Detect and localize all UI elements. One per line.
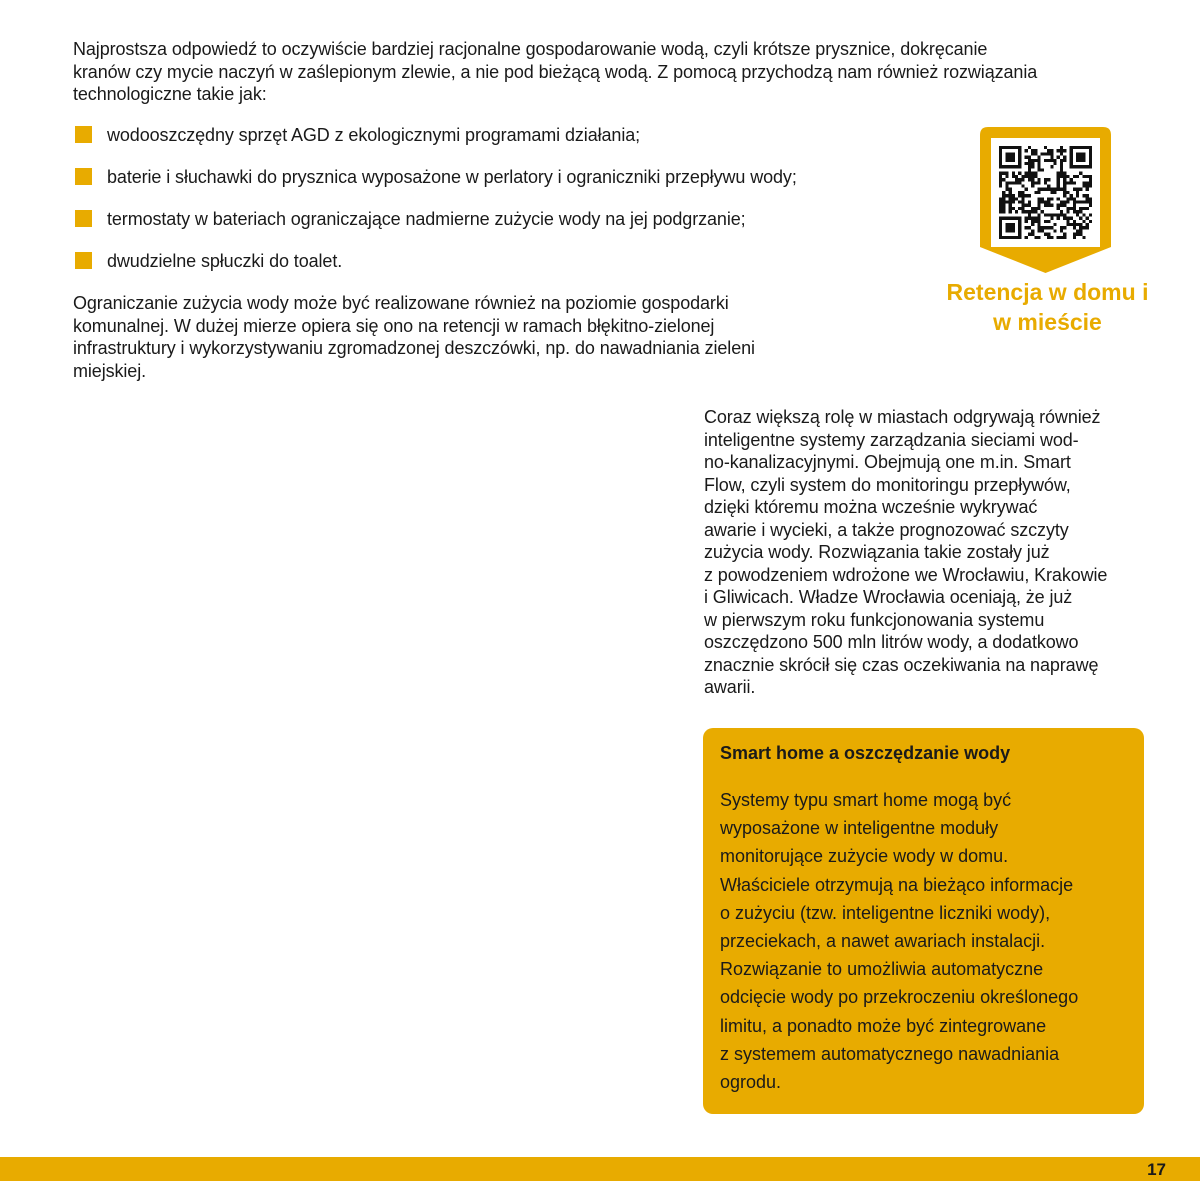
infobox-title: Smart home a oszczędzanie wody xyxy=(720,743,1011,763)
text-line: wyposażone w inteligentne moduły xyxy=(720,818,999,839)
text-line: w mieście xyxy=(993,309,1102,335)
list-item-text: dwudzielne spłuczki do toalet. xyxy=(107,251,343,271)
square-bullet-icon xyxy=(75,210,92,227)
intro-paragraph xyxy=(73,38,1143,106)
list-item-text: baterie i słuchawki do prysznica wyposażone w perlatory i ograniczniki przepływu wody; xyxy=(107,167,797,187)
text-line: znacznie skrócił się czas oczekiwania na naprawę xyxy=(704,654,1099,675)
text-line: infrastruktury i wykorzystywaniu zgromadzonej deszczówki, np. do nawadniania zieleni xyxy=(73,338,755,358)
text-line: komunalnej. W dużej mierze opiera się ono na retencji w ramach błękitno-zielonej xyxy=(73,315,715,336)
text-line: ogrodu. xyxy=(720,1072,782,1093)
infobox-text xyxy=(720,786,1130,1096)
text-line: o zużyciu (tzw. inteligentne liczniki wody), xyxy=(720,902,1051,923)
text-line: limitu, a ponadto może być zintegrowane xyxy=(720,1015,1047,1036)
square-bullet-icon xyxy=(75,126,92,143)
text-line: Flow, czyli system do monitoringu przepływów, xyxy=(704,474,1071,495)
footer-bar xyxy=(0,1157,1200,1181)
text-line: przeciekach, a nawet awariach instalacji. xyxy=(720,931,1046,952)
text-line: no-kanalizacyjnymi. Obejmują one m.in. Smart xyxy=(704,452,1071,472)
qr-caption-title xyxy=(925,277,1170,337)
text-line: Właściciele otrzymują na bieżąco informacje xyxy=(720,874,1074,895)
text-line: Systemy typu smart home mogą być xyxy=(720,790,1012,810)
text-line: Retencja w domu i xyxy=(946,279,1149,305)
text-line: oszczędzono 500 mln litrów wody, a dodatkowo xyxy=(704,632,1079,652)
text-line: w pierwszym roku funkcjonowania systemu xyxy=(704,609,1045,630)
text-line: inteligentne systemy zarządzania sieciami wod- xyxy=(704,429,1079,450)
list-item xyxy=(73,166,923,208)
text-line: awarii. xyxy=(704,677,756,697)
text-line: dzięki któremu można wcześnie wykrywać xyxy=(704,497,1038,517)
qr-code-icon[interactable] xyxy=(991,138,1100,247)
text-line: miejskiej. xyxy=(73,360,147,381)
text-line: zużycia wody. Rozwiązania takie zostały już xyxy=(704,542,1050,562)
qr-badge[interactable] xyxy=(980,127,1111,273)
retention-paragraph xyxy=(73,292,873,382)
smart-home-infobox xyxy=(703,728,1144,1114)
list-item-text: wodooszczędny sprzęt AGD z ekologicznymi programami działania; xyxy=(107,125,641,145)
page-number: 17 xyxy=(1147,1160,1166,1179)
list-item xyxy=(73,250,923,292)
text-line: Coraz większą rolę w miastach odgrywają również xyxy=(704,407,1101,427)
text-line: Najprostsza odpowiedź to oczywiście bardziej racjonalne gospodarowanie wodą, czyli krótsze prysznice, dokręcanie xyxy=(73,39,988,59)
text-line: technologiczne takie jak: xyxy=(73,84,267,104)
text-line: Ograniczanie zużycia wody może być realizowane również na poziomie gospodarki xyxy=(73,293,729,313)
text-line: awarie i wycieki, a także prognozować szczyty xyxy=(704,519,1069,540)
bullet-list xyxy=(73,124,923,292)
list-item xyxy=(73,124,923,166)
text-line: kranów czy mycie naczyń w zaślepionym zlewie, a nie pod bieżącą wodą. Z pomocą przychodzą nam również rozwiązania xyxy=(73,61,1038,82)
text-line: monitorujące zużycie wody w domu. xyxy=(720,846,1009,867)
square-bullet-icon xyxy=(75,252,92,269)
smart-systems-paragraph xyxy=(704,406,1164,699)
list-item xyxy=(73,208,923,250)
text-line: z powodzeniem wdrożone we Wrocławiu, Krakowie xyxy=(704,564,1108,585)
square-bullet-icon xyxy=(75,168,92,185)
text-line: odcięcie wody po przekroczeniu określonego xyxy=(720,987,1079,1008)
text-line: i Gliwicach. Władze Wrocławia oceniają, że już xyxy=(704,587,1073,607)
text-line: z systemem automatycznego nawadniania xyxy=(720,1043,1060,1064)
text-line: Rozwiązanie to umożliwia automatyczne xyxy=(720,959,1044,980)
list-item-text: termostaty w bateriach ograniczające nadmierne zużycie wody na jej podgrzanie; xyxy=(107,209,746,229)
